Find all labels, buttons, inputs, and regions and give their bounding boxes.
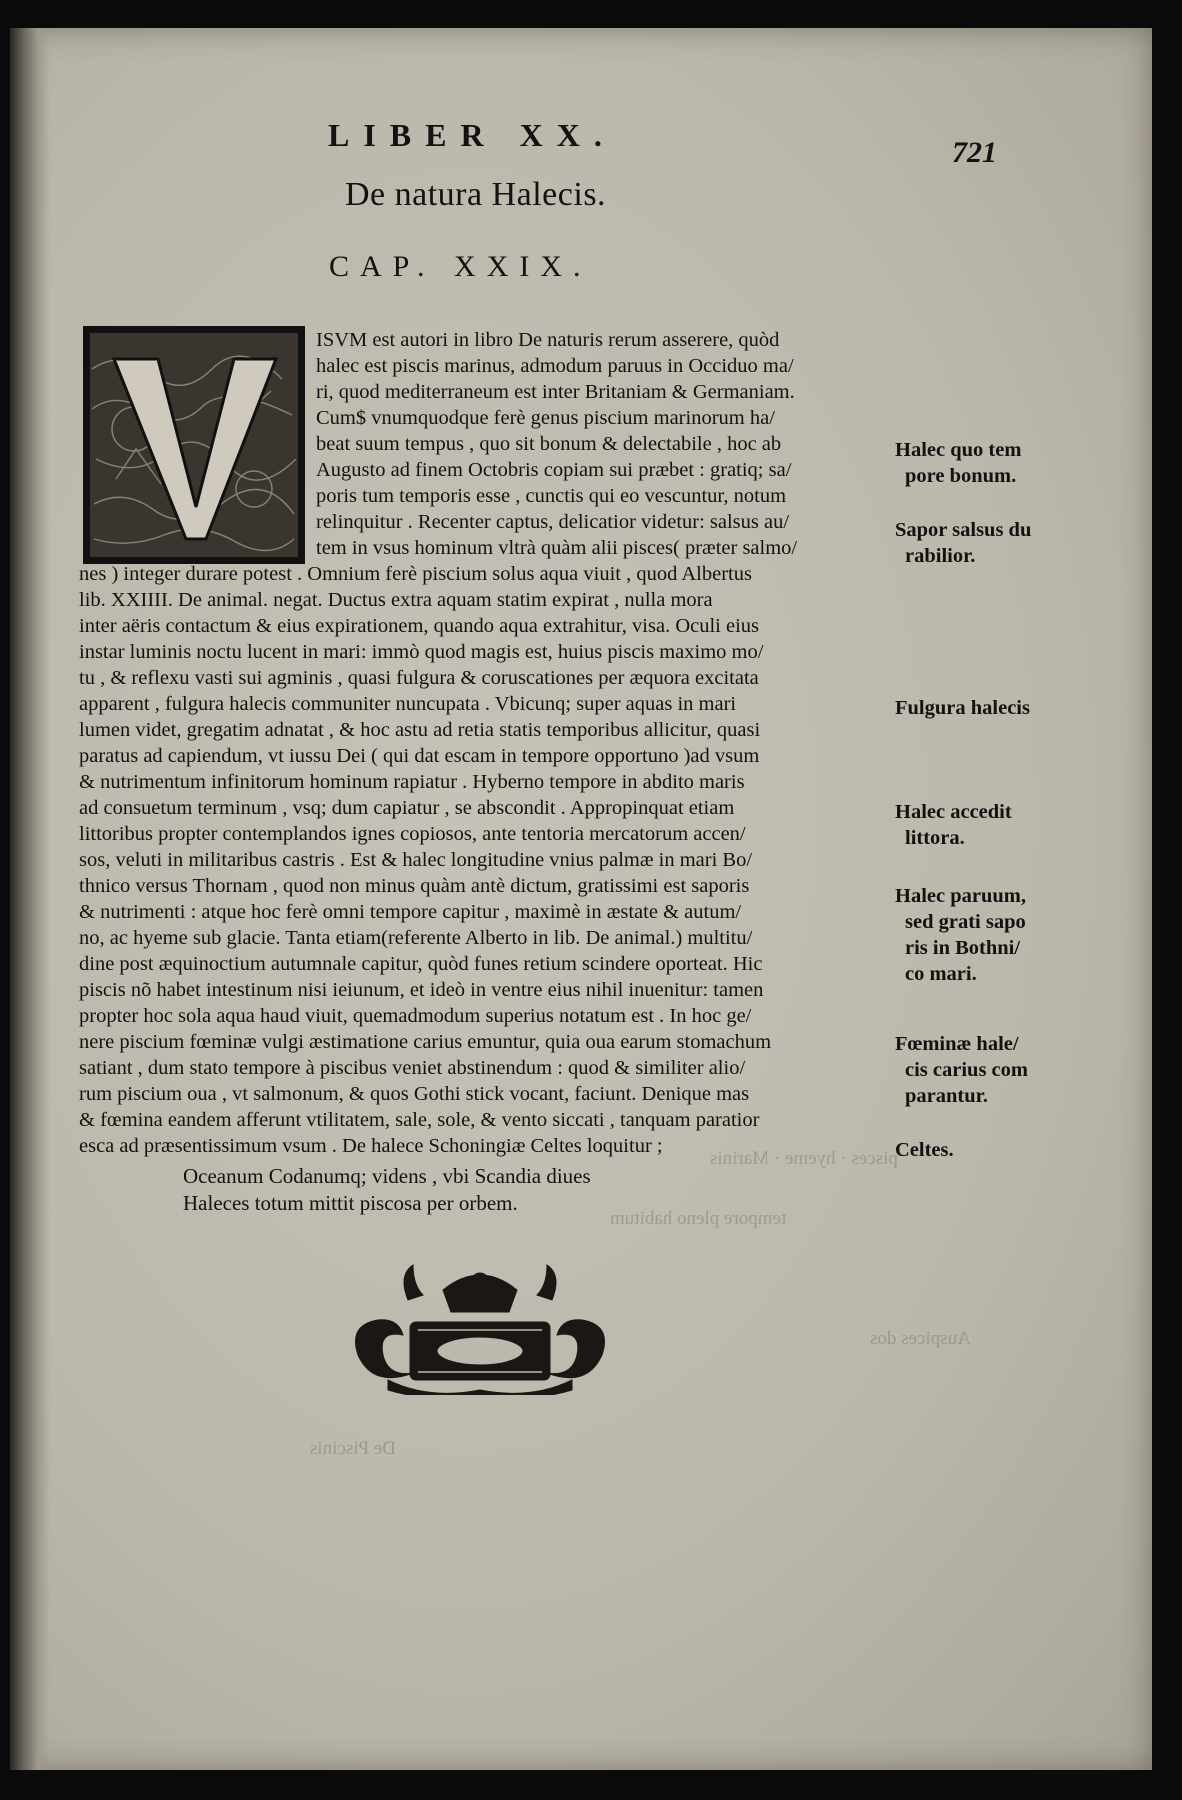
- printers-ornament: [348, 1260, 612, 1395]
- ornament-icon: [348, 1260, 612, 1395]
- margin-note-line: Halec quo tem: [895, 439, 1022, 461]
- body-line: & nutrimentum infinitorum hominum rapiatur . Hyberno tempore in abdito maris: [79, 771, 745, 793]
- body-line: relinquitur . Recenter captus, delicatior videtur: salsus au/: [316, 511, 790, 533]
- body-line: satiant , dum stato tempore à piscibus veniet abstinendum : quod & similiter alio/: [79, 1057, 746, 1079]
- body-line: piscis nõ habet intestinum nisi ieiunum, et ideò in ventre eius nihil inuenitur: tamen: [79, 979, 764, 1001]
- body-line: & fœmina eandem afferunt vtilitatem, sale, sole, & vento siccati , tanquam paratior: [79, 1109, 760, 1131]
- body-line: sos, veluti in militaribus castris . Est & halec longitudine vnius palmæ in mari Bo/: [79, 849, 753, 871]
- page-number: 721: [952, 136, 997, 169]
- body-line: Cum$ vnumquodque ferè genus piscium marinorum ha/: [316, 407, 775, 429]
- margin-note-line: sed grati sapo: [905, 911, 1026, 933]
- body-line: beat suum tempus , quo sit bonum & delectabile , hoc ab: [316, 433, 782, 455]
- bleed-through-text: tempore pleno habitum: [610, 1208, 787, 1229]
- margin-note-line: littora.: [905, 827, 965, 849]
- decorated-initial-v: [83, 326, 305, 564]
- chapter-number: CAP. XXIX.: [329, 250, 592, 283]
- margin-note-line: Halec accedit: [895, 801, 1012, 823]
- margin-note-line: parantur.: [905, 1085, 988, 1107]
- margin-note-line: cis carius com: [905, 1059, 1028, 1081]
- margin-note-line: Fulgura halecis: [895, 697, 1030, 719]
- verse-line: Oceanum Codanumq; videns , vbi Scandia diues: [183, 1164, 591, 1188]
- bleed-through-text: pisces · hyeme · Marinis: [710, 1148, 898, 1169]
- book-page: [10, 28, 1152, 1770]
- margin-note-line: Celtes.: [895, 1139, 954, 1161]
- body-line: nere piscium fœminæ vulgi æstimatione carius emuntur, quia oua earum stomachum: [79, 1031, 772, 1053]
- chapter-title: De natura Halecis.: [345, 176, 607, 213]
- margin-note-line: pore bonum.: [905, 465, 1017, 487]
- body-line: poris tum temporis esse , cunctis qui eo vescuntur, notum: [316, 485, 787, 507]
- bleed-through-text: De Piscinis: [310, 1438, 397, 1459]
- body-line: apparent , fulgura halecis communiter nuncupata . Vbicunq; super aquas in mari: [79, 693, 737, 715]
- margin-note-line: rabilior.: [905, 545, 976, 567]
- body-line: tu , & reflexu vasti sui agminis , quasi fulgura & coruscationes per æquora excitata: [79, 667, 759, 689]
- margin-note-line: Fœminæ hale/: [895, 1033, 1019, 1055]
- margin-note-line: ris in Bothni/: [905, 937, 1021, 959]
- verse-line: Haleces totum mittit piscosa per orbem.: [183, 1191, 518, 1215]
- body-line: esca ad præsentissimum vsum . De halece Schoningiæ Celtes loquitur ;: [79, 1135, 663, 1157]
- binding-gutter: [10, 28, 50, 1770]
- body-line: propter hoc sola aqua haud viuit, quemadmodum superius notatum est . In hoc ge/: [79, 1005, 752, 1027]
- body-line: nes ) integer durare potest . Omnium ferè piscium solus aqua viuit , quod Albertus: [79, 563, 752, 585]
- body-line: lumen videt, gregatim adnatat , & hoc astu ad retia statis temporibus allicitur, quasi: [79, 719, 761, 741]
- body-line: Augusto ad finem Octobris copiam sui præbet : gratiq; sa/: [316, 459, 792, 481]
- body-line: inter aëris contactum & eius expirationem, quando aqua extrahitur, visa. Oculi eius: [79, 615, 760, 637]
- body-line: ISVM est autori in libro De naturis rerum asserere, quòd: [316, 329, 780, 351]
- body-line: dine post æquinoctium autumnale capitur, quòd funes retium scindere oporteat. Hic: [79, 953, 763, 975]
- body-line: littoribus propter contemplandos ignes copiosos, ante tentoria mercatorum accen/: [79, 823, 746, 845]
- margin-note-line: Halec paruum,: [895, 885, 1026, 907]
- body-line: rum piscium oua , vt salmonum, & quos Gothi stick vocant, faciunt. Denique mas: [79, 1083, 750, 1105]
- body-line: ri, quod mediterraneum est inter Britaniam & Germaniam.: [316, 381, 795, 403]
- body-line: no, ac hyeme sub glacie. Tanta etiam(referente Alberto in lib. De animal.) multitu/: [79, 927, 753, 949]
- body-line: tem in vsus hominum vltrà quàm alii pisces( præter salmo/: [316, 537, 798, 559]
- margin-note-line: Sapor salsus du: [895, 519, 1032, 541]
- body-line: lib. XXIIII. De animal. negat. Ductus extra aquam statim expirat , nulla mora: [79, 589, 713, 611]
- body-line: instar luminis noctu lucent in mari: immò quod magis est, huius piscis maximo mo/: [79, 641, 764, 663]
- woodcut-initial-icon: [86, 329, 302, 561]
- body-line: paratus ad capiendum, vt iussu Dei ( qui dat escam in tempore opportuno )ad vsum: [79, 745, 760, 767]
- body-line: thnico versus Thornam , quod non minus quàm antè dictum, gratissimi est saporis: [79, 875, 750, 897]
- bleed-through-text: Auspices dos: [870, 1328, 971, 1349]
- body-line: & nutrimenti : atque hoc ferè omni tempore capitur , maximè in æstate & autum/: [79, 901, 742, 923]
- margin-note-line: co mari.: [905, 963, 977, 985]
- body-line: halec est piscis marinus, admodum paruus in Occiduo ma/: [316, 355, 794, 377]
- running-head: LIBER XX.: [328, 117, 616, 153]
- body-line: ad consuetum terminum , vsq; dum capiatur , se abscondit . Appropinquat etiam: [79, 797, 735, 819]
